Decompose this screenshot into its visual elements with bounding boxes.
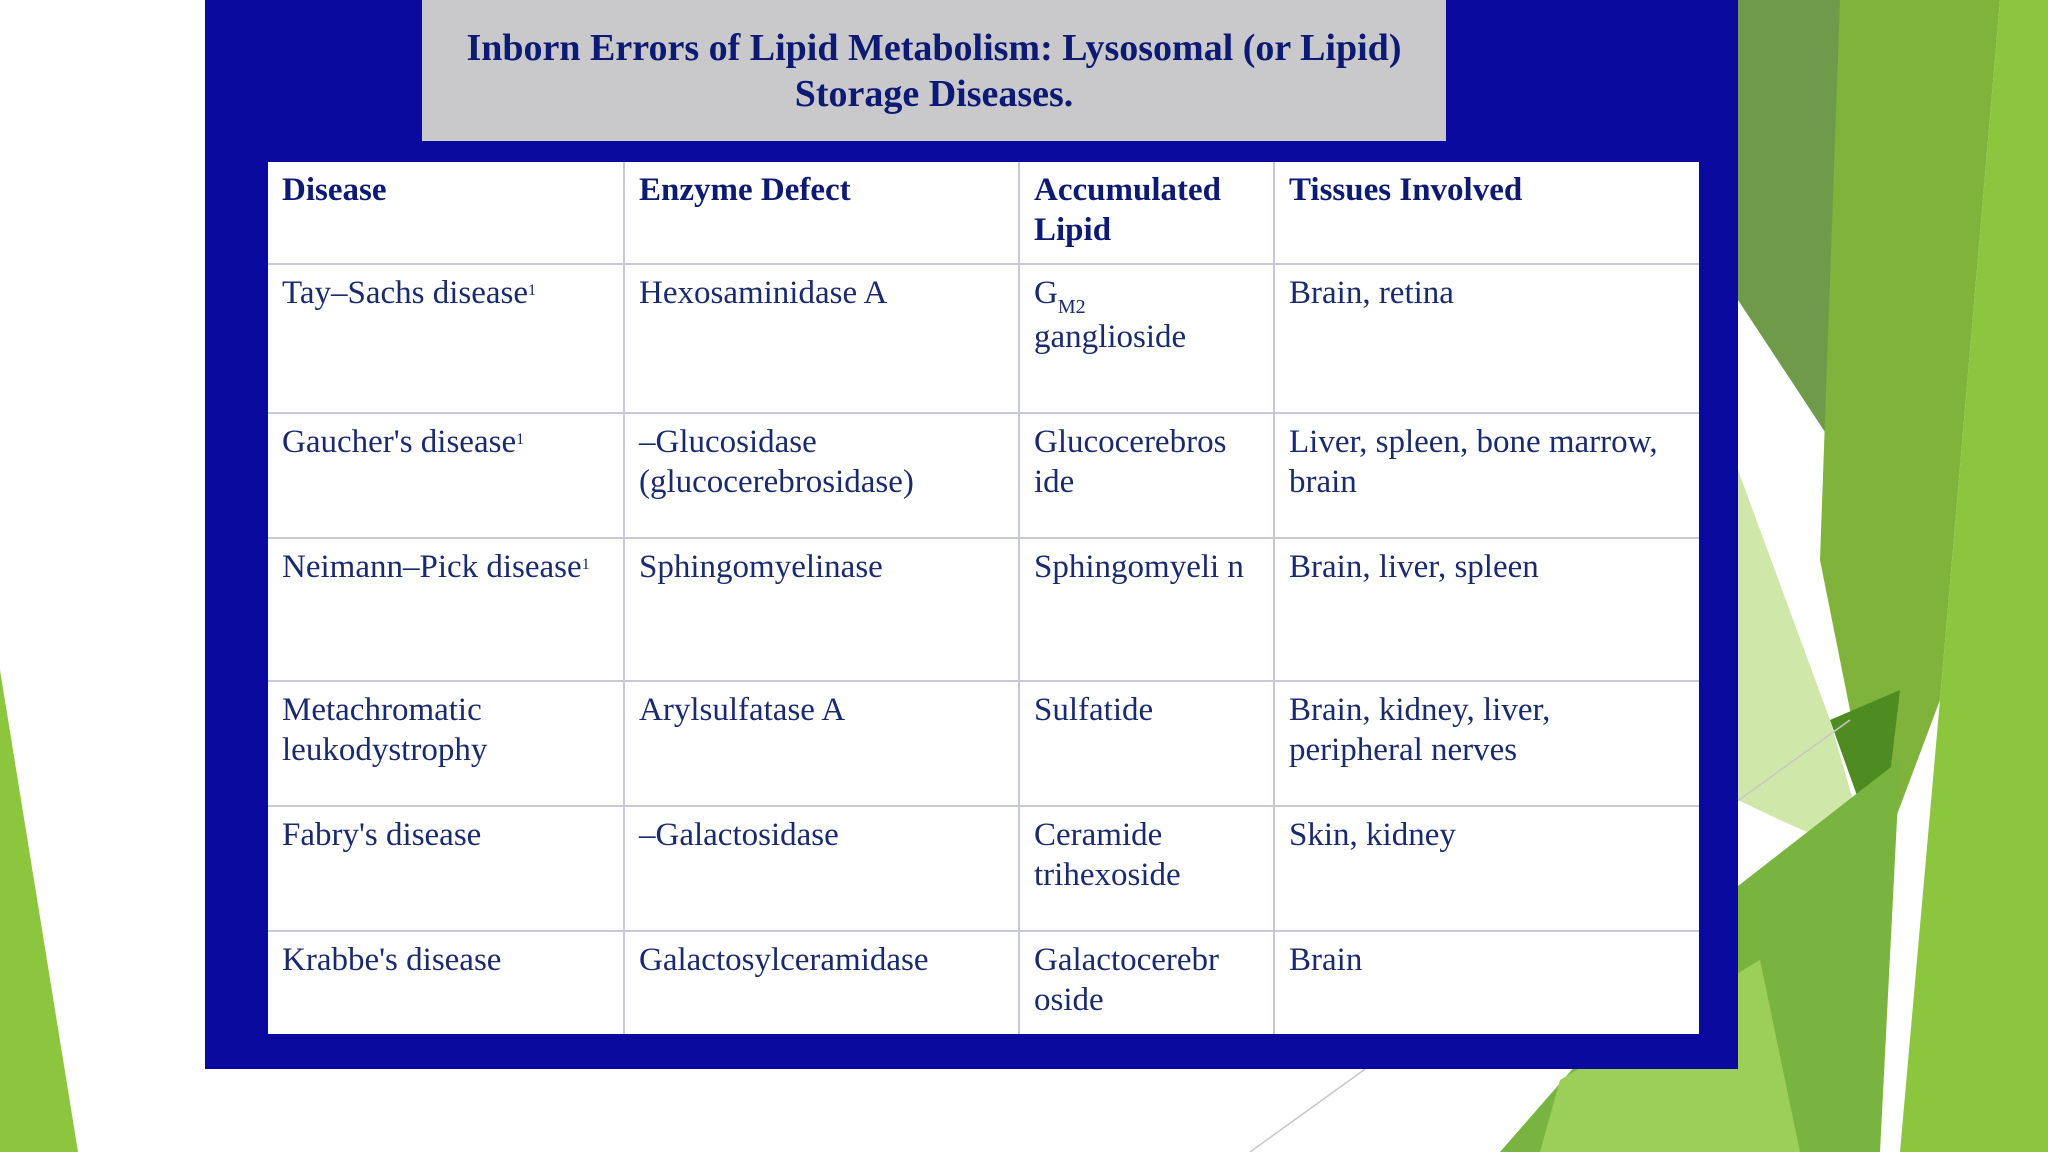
header-tissues-involved: Tissues Involved — [1274, 162, 1699, 264]
header-disease: Disease — [268, 162, 624, 264]
cell-tissues: Skin, kidney — [1274, 806, 1699, 931]
cell-disease — [268, 538, 624, 681]
cell-disease: Fabry's disease — [268, 806, 624, 931]
lipid-subscript: M2 — [1057, 296, 1086, 318]
title-box — [422, 0, 1446, 141]
header-enzyme-defect: Enzyme Defect — [624, 162, 1019, 264]
cell-disease: Metachromatic leukodystrophy — [268, 681, 624, 806]
cell-tissues: Brain, kidney, liver, peripheral nerves — [1274, 681, 1699, 806]
cell-enzyme: Arylsulfatase A — [624, 681, 1019, 806]
cell-enzyme: –Galactosidase — [624, 806, 1019, 931]
cell-tissues: Brain, liver, spleen — [1274, 538, 1699, 681]
cell-disease — [268, 413, 624, 538]
left-green-sliver — [0, 670, 78, 1152]
table-row — [268, 931, 1699, 1034]
cell-lipid: Ceramide trihexoside — [1019, 806, 1274, 931]
cell-lipid: Glucocerebros ide — [1019, 413, 1274, 538]
disease-name: Neimann–Pick disease — [282, 549, 582, 585]
header-accumulated-lipid: Accumulated Lipid — [1019, 162, 1274, 264]
cell-lipid: Sulfatide — [1019, 681, 1274, 806]
cell-disease: Krabbe's disease — [268, 931, 624, 1034]
slide-title: Inborn Errors of Lipid Metabolism: Lysosomal (or Lipid) Storage Diseases. — [466, 26, 1402, 115]
cell-lipid: Sphingomyeli n — [1019, 538, 1274, 681]
cell-disease — [268, 264, 624, 413]
cell-enzyme: –Glucosidase (glucocerebrosidase) — [624, 413, 1019, 538]
cell-enzyme: Sphingomyelinase — [624, 538, 1019, 681]
cell-lipid — [1019, 264, 1274, 413]
lipid-symbol: G — [1034, 275, 1058, 311]
cell-enzyme: Galactosylceramidase — [624, 931, 1019, 1034]
table-row — [268, 681, 1699, 806]
footnote-marker: 1 — [528, 282, 537, 299]
cell-enzyme: Hexosaminidase A — [624, 264, 1019, 413]
disease-name: Tay–Sachs disease — [282, 275, 529, 311]
disease-name: Gaucher's disease — [282, 424, 517, 460]
table-row — [268, 413, 1699, 538]
footnote-marker: 1 — [516, 431, 525, 448]
table-row — [268, 264, 1699, 413]
slide-content-panel — [205, 0, 1738, 1069]
footnote-marker: 1 — [581, 556, 590, 573]
table-header-row — [268, 162, 1699, 264]
cell-lipid: Galactocerebr oside — [1019, 931, 1274, 1034]
cell-tissues: Brain — [1274, 931, 1699, 1034]
lipid-storage-table — [268, 162, 1699, 1034]
cell-tissues: Liver, spleen, bone marrow, brain — [1274, 413, 1699, 538]
cell-tissues: Brain, retina — [1274, 264, 1699, 413]
lipid-name: ganglioside — [1034, 319, 1187, 355]
table-row — [268, 538, 1699, 681]
table-row — [268, 806, 1699, 931]
